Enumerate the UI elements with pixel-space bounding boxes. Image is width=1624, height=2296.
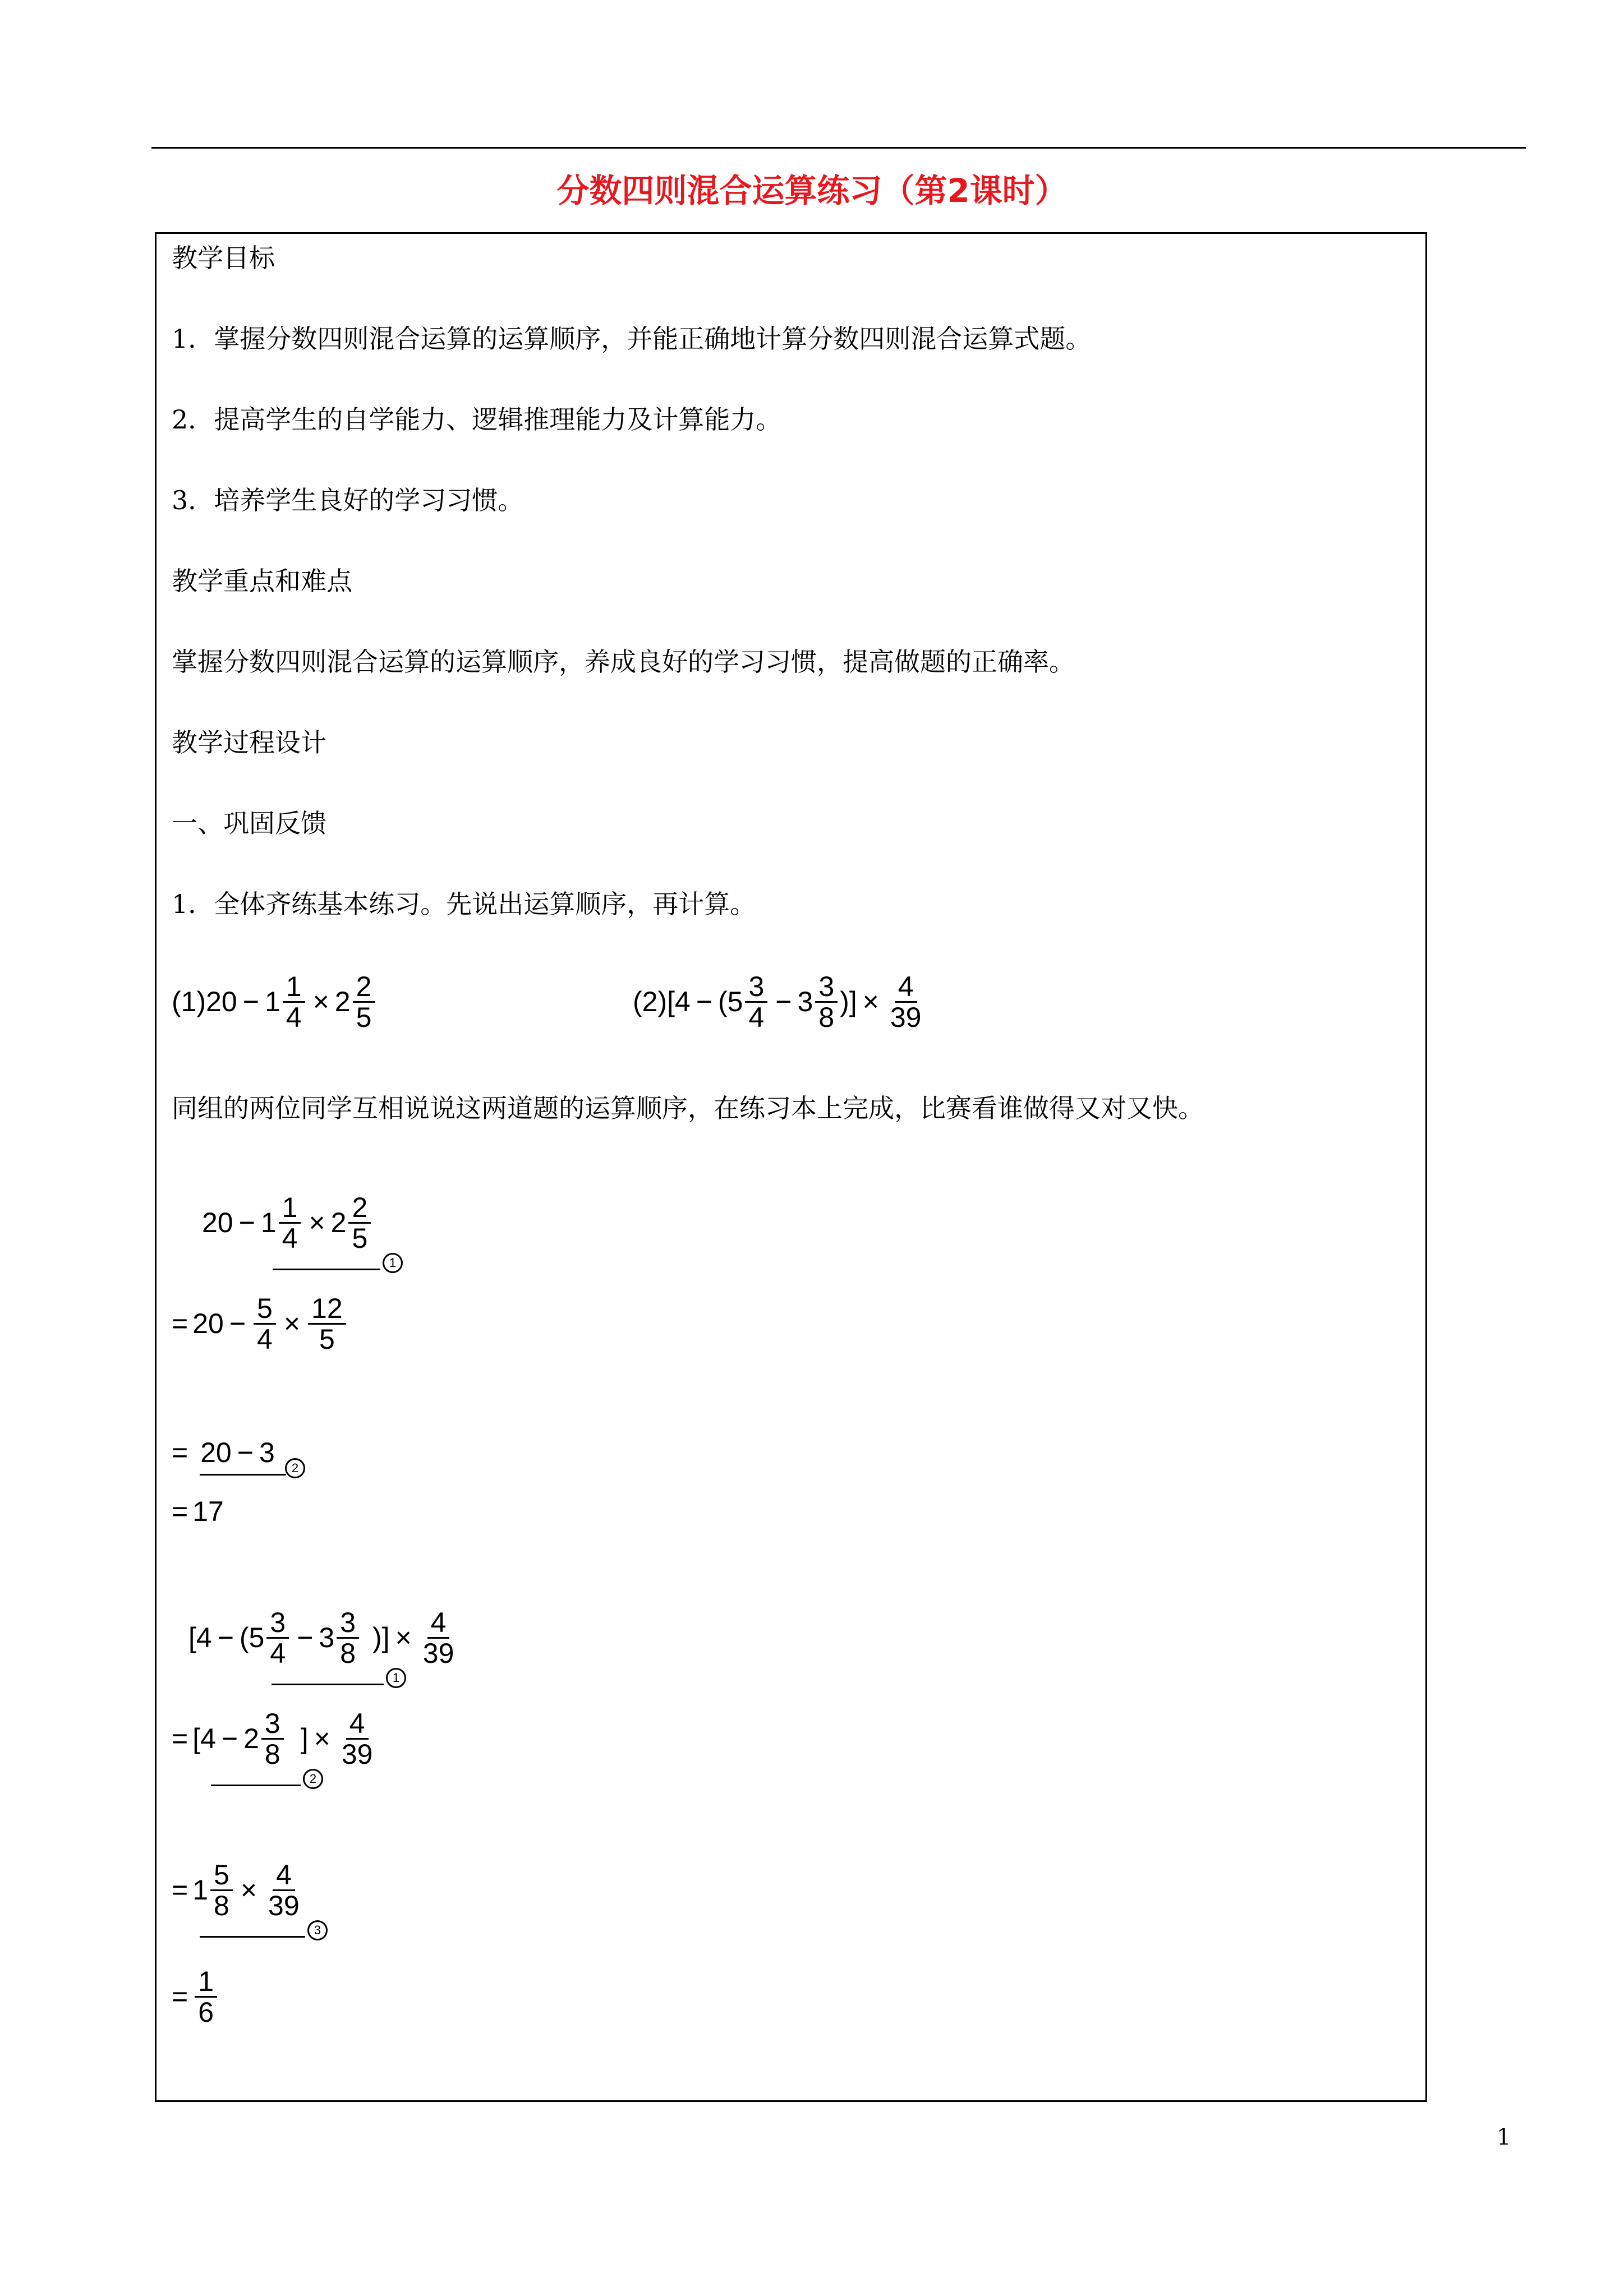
step-underline — [272, 1684, 384, 1685]
goal-item-1: 1．掌握分数四则混合运算的运算顺序，并能正确地计算分数四则混合运算式题。 — [172, 324, 1092, 354]
goal-item-3: 3．培养学生良好的学习习惯。 — [172, 485, 524, 515]
fraction: $\frac{5}{4}$ — [254, 1294, 276, 1354]
solution-1-step-2: = 20 − 3 — [172, 1437, 275, 1468]
fraction: $\frac{3}{8}$ — [337, 1608, 359, 1668]
solution-2-step-2: = 1 $\frac{5}{8}$ × $\frac{4}{39}$ — [172, 1856, 305, 1924]
solution-1-expression: 20 − 1 $\frac{1}{4}$ × 2 $\frac{2}{5}$ — [202, 1189, 373, 1256]
fraction: $\frac{2}{5}$ — [353, 972, 375, 1032]
step-underline — [273, 1269, 380, 1270]
exercise-instruction: 1．全体齐练基本练习。先说出运算顺序，再计算。 — [172, 889, 756, 919]
section-heading-goals: 教学目标 — [172, 243, 275, 273]
fraction: $\frac{4}{39}$ — [890, 970, 922, 1033]
times-sign: × — [312, 986, 329, 1017]
fraction: $\frac{3}{8}$ — [815, 972, 838, 1032]
solution-1-step-1: = 20 − $\frac{5}{4}$ × $\frac{12}{5}$ — [172, 1290, 348, 1357]
problem-label-1: (1)20 — [172, 986, 237, 1017]
part-heading-review: 一、巩固反馈 — [172, 808, 326, 838]
fraction: $\frac{1}{4}$ — [283, 972, 305, 1032]
problem-label-2: (2)[4 — [633, 986, 691, 1017]
pair-work-instruction: 同组的两位同学互相说说这两道题的运算顺序，在练习本上完成，比赛看谁做得又对又快。 — [172, 1093, 1204, 1123]
fraction: $\frac{4}{39}$ — [341, 1707, 373, 1770]
problem-2: (2)[4 − (5 $\frac{3}{4}$ − 3 $\frac{3}{8}$ )] × $\frac{4}{39}$ — [633, 968, 927, 1035]
minus-sign: − — [242, 986, 259, 1017]
fraction: $\frac{1}{4}$ — [279, 1193, 301, 1253]
fraction: $\frac{12}{5}$ — [308, 1294, 346, 1354]
problem-1: (1)20 − 1 $\frac{1}{4}$ × 2 $\frac{2}{5}$ — [172, 968, 377, 1035]
solution-2-result: = $\frac{1}{6}$ — [172, 1963, 219, 2030]
solution-1-result: = 17 — [172, 1496, 224, 1527]
fraction: $\frac{3}{4}$ — [266, 1608, 289, 1668]
fraction: $\frac{4}{39}$ — [268, 1859, 300, 1921]
page-title: 分数四则混合运算练习（第2课时） — [556, 172, 1068, 210]
fraction: $\frac{1}{6}$ — [195, 1967, 217, 2027]
fraction: $\frac{2}{5}$ — [348, 1193, 371, 1253]
step-marker-3: 3 — [307, 1920, 328, 1940]
header-rule — [151, 147, 1526, 149]
fraction: $\frac{4}{39}$ — [422, 1606, 454, 1669]
step-marker-1: 1 — [386, 1668, 406, 1688]
fraction: $\frac{3}{4}$ — [745, 972, 767, 1032]
solution-2-step-1: = [4 − 2 $\frac{3}{8}$ ] × $\frac{4}{39}$ — [172, 1705, 378, 1772]
goal-item-2: 2．提高学生的自学能力、逻辑推理能力及计算能力。 — [172, 404, 782, 435]
step-marker-2: 2 — [303, 1769, 323, 1789]
step-underline — [200, 1474, 286, 1476]
fraction: $\frac{5}{8}$ — [210, 1860, 233, 1920]
step-underline — [200, 1936, 305, 1938]
page-number: 1 — [1497, 2124, 1511, 2150]
key-points-text: 掌握分数四则混合运算的运算顺序，养成良好的学习习惯，提高做题的正确率。 — [172, 647, 1075, 677]
step-marker-2: 2 — [285, 1458, 305, 1478]
solution-2-expression: [4 − (5 $\frac{3}{4}$ − 3 $\frac{3}{8}$ )] × $\frac{4}{39}$ — [188, 1604, 459, 1671]
step-underline — [211, 1785, 301, 1786]
section-heading-process: 教学过程设计 — [172, 727, 326, 758]
fraction: $\frac{3}{8}$ — [261, 1709, 284, 1769]
step-marker-1: 1 — [383, 1253, 403, 1273]
section-heading-key-points: 教学重点和难点 — [172, 566, 352, 596]
